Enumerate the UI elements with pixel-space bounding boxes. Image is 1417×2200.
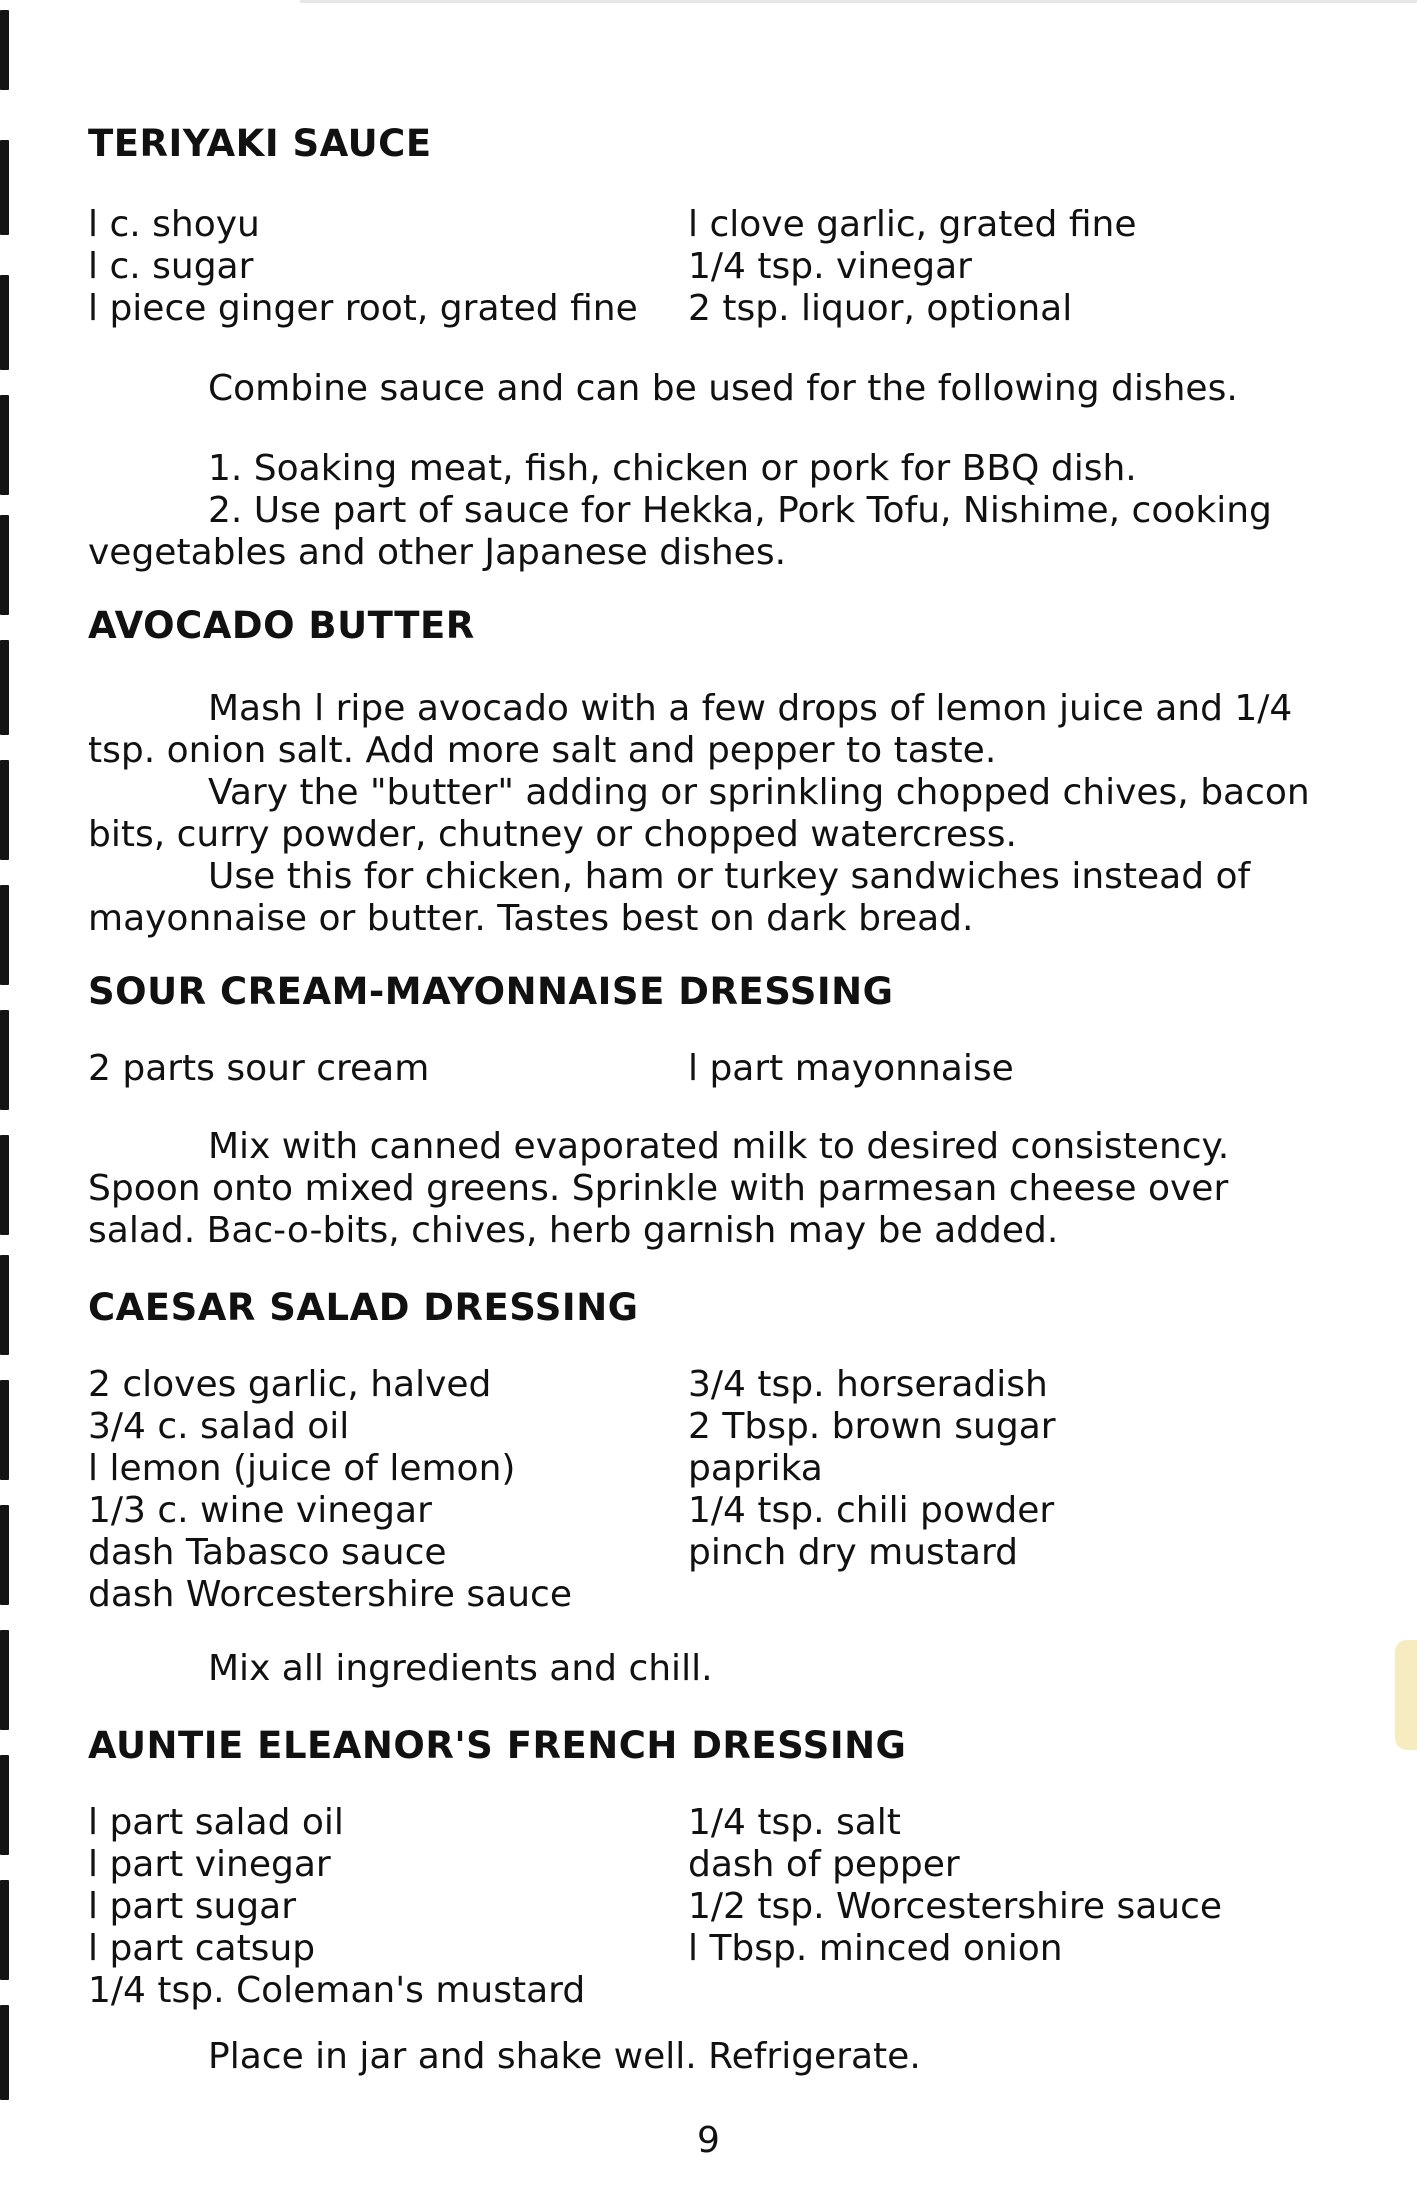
ingredient-list [88,204,1338,330]
recipe-instructions: Vary the "butter" adding or sprinkling chopped chives, bacon bits, curry powder, chutney or chopped watercress. [88,772,1310,855]
ingredient: dash Worcestershire sauce [88,1574,572,1615]
ingredient: dash of pepper [688,1844,960,1885]
ingredient: dash Tabasco sauce [88,1532,447,1573]
ingredient-list [88,1048,1338,1090]
page-stain [1395,1640,1417,1750]
binding-mark [0,10,9,90]
ingredient: 2 parts sour cream [88,1048,430,1089]
binding-mark [0,760,9,860]
binding-mark [0,140,9,235]
ingredient: 2 Tbsp. brown sugar [688,1406,1056,1447]
ingredient: 2 cloves garlic, halved [88,1364,492,1405]
ingredient: paprika [688,1448,823,1489]
binding-mark [0,1135,9,1235]
recipe-instructions: Mash l ripe avocado with a few drops of lemon juice and 1/4 tsp. onion salt. Add more salt and pepper to taste. [88,688,1293,771]
binding-mark [0,515,9,615]
binding-mark [0,1380,9,1480]
recipe-instructions: Mix all ingredients and chill. [208,1648,713,1689]
ingredient: pinch dry mustard [688,1532,1018,1573]
recipe-title: CAESAR SALAD DRESSING [88,1286,639,1329]
binding-mark [0,275,9,370]
recipe-avocado-butter [88,600,1338,940]
recipe-auntie-eleanors-french-dressing [88,1720,1338,2078]
binding-mark [0,395,9,495]
ingredient: l part sugar [88,1886,297,1927]
binding-mark [0,640,9,735]
page-number: 9 [697,2120,720,2161]
recipe-title: TERIYAKI SAUCE [88,122,432,165]
recipe-page [88,118,1338,2078]
recipe-instructions: Combine sauce and can be used for the following dishes. [208,368,1238,409]
binding-mark [0,885,9,985]
ingredient: l c. shoyu [88,204,260,245]
ingredient: 1/2 tsp. Worcestershire sauce [688,1886,1223,1927]
binding-mark [0,2005,9,2100]
ingredient: 1/4 tsp. chili powder [688,1490,1055,1531]
recipe-sour-cream-mayonnaise-dressing [88,966,1338,1252]
binding-mark [0,1010,9,1110]
recipe-step: 2. Use part of sauce for Hekka, Pork Tofu, Nishime, cooking vegetables and other Japanese dishes. [88,490,1272,573]
binding-mark [0,1880,9,1980]
ingredient: l Tbsp. minced onion [688,1928,1063,1969]
ingredient: l part salad oil [88,1802,344,1843]
binding-mark [0,1630,9,1730]
ingredient: l lemon (juice of lemon) [88,1448,516,1489]
ingredient: 3/4 c. salad oil [88,1406,350,1447]
recipe-step: 1. Soaking meat, fish, chicken or pork for BBQ dish. [208,448,1137,489]
ingredient: 1/4 tsp. salt [688,1802,901,1843]
recipe-title: SOUR CREAM-MAYONNAISE DRESSING [88,970,894,1013]
recipe-caesar-salad-dressing [88,1282,1338,1690]
recipe-title: AUNTIE ELEANOR'S FRENCH DRESSING [88,1724,907,1767]
page-top-edge [300,0,1417,3]
recipe-instructions: Use this for chicken, ham or turkey sandwiches instead of mayonnaise or butter. Tastes best on dark bread. [88,856,1251,939]
recipe-instructions: Place in jar and shake well. Refrigerate. [208,2036,921,2077]
ingredient: 3/4 tsp. horseradish [688,1364,1048,1405]
ingredient: l clove garlic, grated fine [688,204,1137,245]
ingredient: l part catsup [88,1928,316,1969]
ingredient: 2 tsp. liquor, optional [688,288,1073,329]
binding-mark [0,1755,9,1855]
ingredient: l c. sugar [88,246,254,287]
recipe-teriyaki-sauce [88,118,1338,574]
ingredient-list [88,1364,1338,1616]
ingredient: 1/4 tsp. Coleman's mustard [88,1970,586,2011]
recipe-instructions: Mix with canned evaporated milk to desired consistency. Spoon onto mixed greens. Sprinkle with parmesan cheese over salad. Bac-o-bits, chives, herb garnish may be added. [88,1126,1230,1251]
binding-mark [0,1255,9,1355]
recipe-title: AVOCADO BUTTER [88,604,475,647]
ingredient: 1/4 tsp. vinegar [688,246,972,287]
ingredient-list [88,1802,1338,2012]
binding-mark [0,1505,9,1605]
ingredient: l piece ginger root, grated fine [88,288,638,329]
ingredient: 1/3 c. wine vinegar [88,1490,432,1531]
ingredient: l part mayonnaise [688,1048,1014,1089]
ingredient: l part vinegar [88,1844,331,1885]
